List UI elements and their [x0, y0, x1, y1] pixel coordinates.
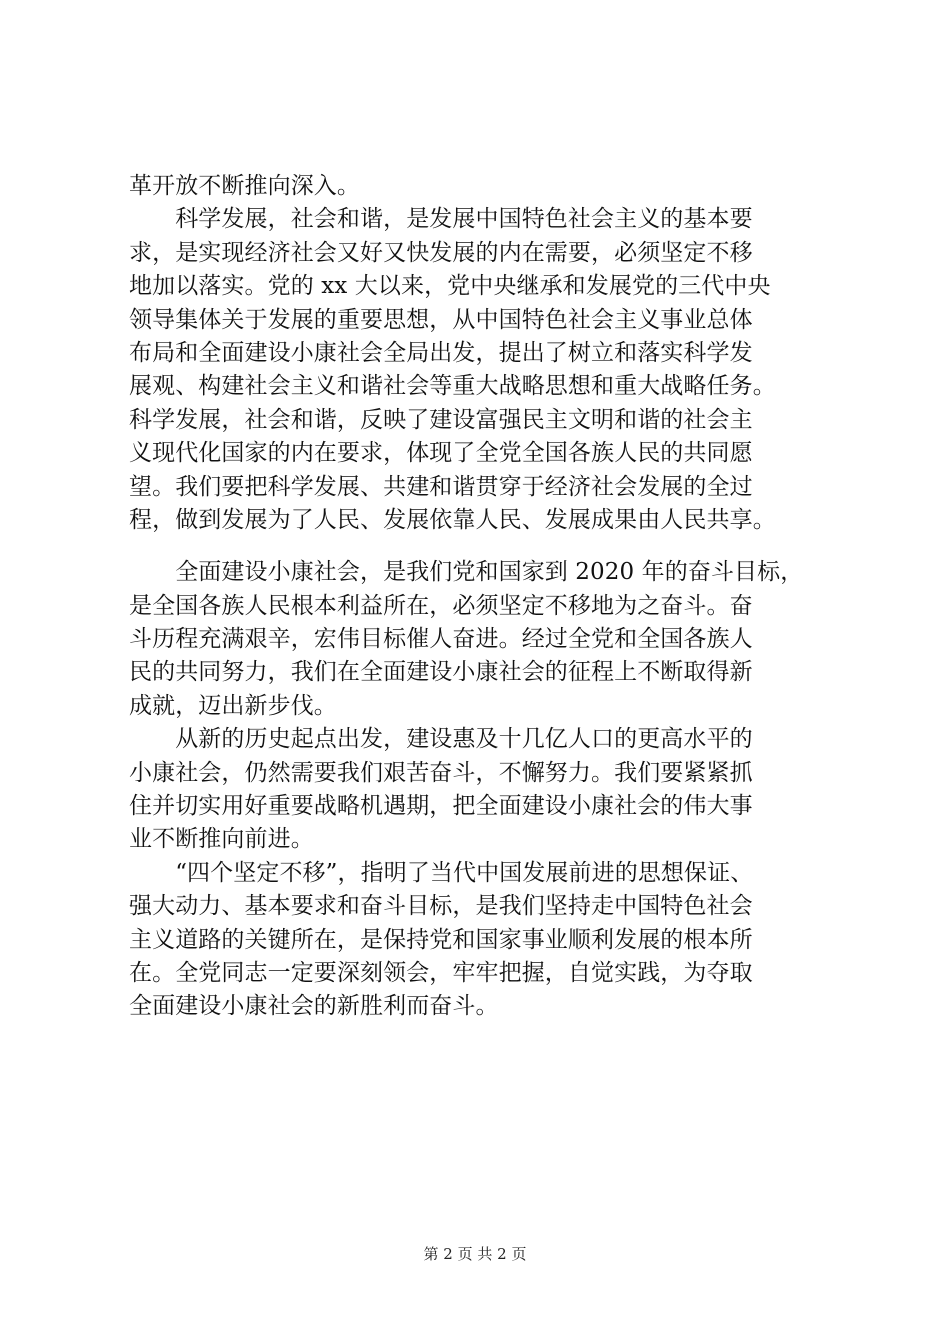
page-footer: 第 2 页 共 2 页 — [423, 1245, 527, 1263]
paragraph-gap — [129, 537, 829, 556]
text-line: 民的共同努力，我们在全面建设小康社会的征程上不断取得新 — [129, 659, 753, 686]
text-line: 科学发展，社会和谐，反映了建设富强民主文明和谐的社会主 — [129, 406, 753, 433]
text-line: 住并切实用好重要战略机遇期，把全面建设小康社会的伟大事 — [129, 793, 753, 820]
text-line: 斗历程充满艰辛，宏伟目标催人奋进。经过全党和全国各族人 — [129, 626, 753, 653]
text-line: 小康社会，仍然需要我们艰苦奋斗，不懈努力。我们要紧紧抓 — [129, 759, 753, 786]
document-body — [129, 170, 829, 1024]
text-line: 望。我们要把科学发展、共建和谐贯穿于经济社会发展的全过 — [129, 473, 753, 500]
text-line: 全面建设小康社会的新胜利而奋斗。 — [129, 993, 499, 1020]
text-line: 从新的历史起点出发，建设惠及十几亿人口的更高水平的 — [129, 726, 753, 753]
text-line: 成就，迈出新步伐。 — [129, 692, 337, 719]
text-line: 布局和全面建设小康社会全局出发，提出了树立和落实科学发 — [129, 339, 753, 366]
text-line: 科学发展，社会和谐，是发展中国特色社会主义的基本要 — [129, 206, 753, 233]
text-line: 义现代化国家的内在要求，体现了全党全国各族人民的共同愿 — [129, 440, 753, 467]
text-line: 地加以落实。党的 xx 大以来，党中央继承和发展党的三代中央 — [129, 273, 771, 300]
text-line: “四个坚定不移”，指明了当代中国发展前进的思想保证、 — [129, 859, 754, 886]
text-line: 程，做到发展为了人民、发展依靠人民、发展成果由人民共享。 — [129, 506, 776, 533]
text-line: 展观、构建社会主义和谐社会等重大战略思想和重大战略任务。 — [129, 373, 776, 400]
text-line: 在。全党同志一定要深刻领会，牢牢把握，自觉实践，为夺取 — [129, 959, 753, 986]
text-line: 业不断推向前进。 — [129, 826, 314, 853]
text-line: 强大动力、基本要求和奋斗目标，是我们坚持走中国特色社会 — [129, 893, 753, 920]
text-line: 全面建设小康社会，是我们党和国家到 2020 年的奋斗目标， — [129, 559, 804, 586]
text-line: 主义道路的关键所在，是保持党和国家事业顺利发展的根本所 — [129, 926, 753, 953]
text-line: 革开放不断推向深入。 — [129, 173, 360, 199]
text-line: 是全国各族人民根本利益所在，必须坚定不移地为之奋斗。奋 — [129, 592, 753, 619]
text-line: 求，是实现经济社会又好又快发展的内在需要，必须坚定不移 — [129, 239, 753, 266]
text-line: 领导集体关于发展的重要思想，从中国特色社会主义事业总体 — [129, 306, 753, 333]
